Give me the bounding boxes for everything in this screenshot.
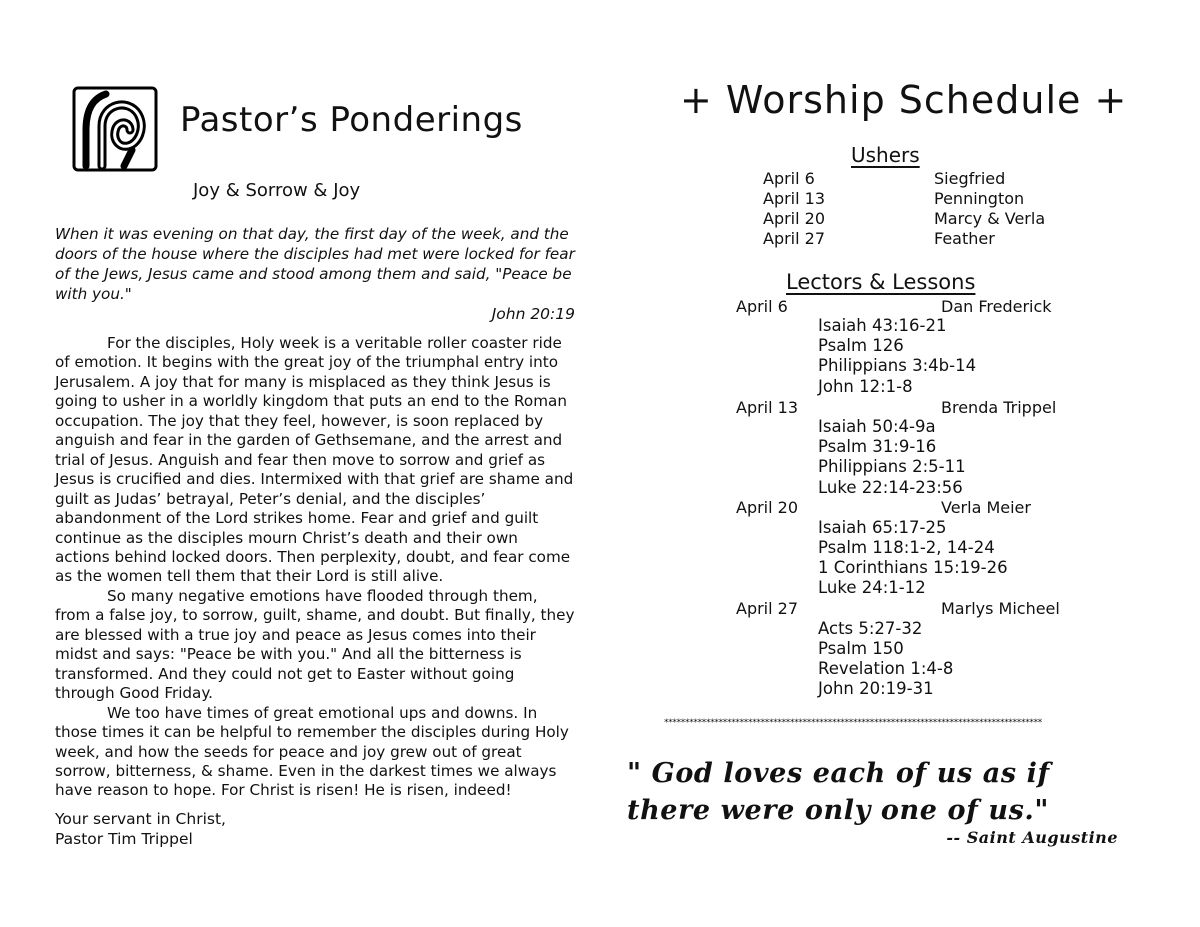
lector-name: Brenda Trippel — [941, 398, 1057, 417]
ushers-heading: Ushers — [851, 143, 920, 167]
lesson: John 20:19-31 — [818, 679, 934, 698]
lector-name: Dan Frederick — [941, 297, 1052, 316]
closing-salutation: Your servant in Christ, — [55, 810, 226, 828]
scripture-quote: When it was evening on that day, the first day of the week, and the doors of the house where the disciples had met were locked for fear of the Jews, Jesus came and stood among them and said, "Peace be with you." — [55, 225, 575, 303]
signature-block — [55, 810, 226, 849]
lesson: Isaiah 65:17-25 — [818, 518, 947, 537]
separator-line: ****************************************************************************************** — [664, 718, 1043, 728]
lesson: 1 Corinthians 15:19-26 — [818, 558, 1008, 577]
lector-name: Verla Meier — [941, 498, 1031, 517]
scripture-reference: John 20:19 — [491, 305, 575, 323]
lesson: Isaiah 43:16-21 — [818, 316, 947, 335]
worship-schedule-title: + Worship Schedule + — [680, 78, 1128, 122]
paragraph: We too have times of great emotional ups and downs. In those times it can be helpful to remember the disciples during Holy week, and how the seeds for peace and joy grew out of great sorrow, bitterness, & shame. Even in the darkest times we always have reason to hope. For Christ is risen! He is risen, indeed! — [55, 703, 569, 800]
lesson: Luke 24:1-12 — [818, 578, 926, 597]
usher-row: April 27 Feather — [763, 229, 995, 248]
lector-date: April 27 — [736, 599, 799, 618]
usher-row: April 20 Marcy & Verla — [763, 209, 1046, 228]
lector-date: April 6 — [736, 297, 788, 316]
paragraph: So many negative emotions have flooded through them, from a false joy, to sorrow, guilt, shame, and doubt. But finally, they are blessed with a true joy and peace as Jesus comes into their midst and says: "Peace be with you." And all the bitterness is transformed. And they could not get to Easter without going through Good Friday. — [55, 586, 575, 703]
lesson: John 12:1-8 — [818, 377, 913, 396]
lector-name: Marlys Micheel — [941, 599, 1060, 618]
lesson: Luke 22:14-23:56 — [818, 478, 963, 497]
lesson: Psalm 126 — [818, 336, 904, 355]
quote-attribution: -- Saint Augustine — [946, 828, 1118, 847]
article-body — [55, 334, 575, 801]
lesson: Psalm 118:1-2, 14-24 — [818, 538, 995, 557]
featured-quote: " God loves each of us as if there were only one of us." — [627, 758, 1050, 826]
lesson: Psalm 31:9-16 — [818, 437, 937, 456]
usher-row: April 6 Siegfried — [763, 169, 1006, 188]
lesson: Philippians 2:5-11 — [818, 457, 966, 476]
usher-row: April 13 Pennington — [763, 189, 1025, 208]
logo-icon — [72, 86, 158, 172]
lesson: Philippians 3:4b-14 — [818, 356, 977, 375]
signer-name: Pastor Tim Trippel — [55, 829, 193, 848]
paragraph: For the disciples, Holy week is a veritable roller coaster ride of emotion. It begins with the great joy of the triumphal entry into Jerusalem. A joy that for many is misplaced as they think Jesus is going to usher in a worldly kingdom that puts an end to the Roman occupation. The joy that they feel, however, is soon replaced by anguish and fear in the garden of Gethsemane, and the arrest and trial of Jesus. Anguish and fear then move to sorrow and grief as Jesus is crucified and dies. Intermixed with that grief are shame and guilt as Judas’ betrayal, Peter’s denial, and the disciples’ abandonment of the Lord strikes home. Fear and grief and guilt continue as the disciples mourn Christ’s death and their own actions behind locked doors. Then perplexity, doubt, and fear come as the women tell them that their Lord is still alive. — [55, 334, 574, 586]
lectors-heading: Lectors & Lessons — [786, 270, 976, 294]
lesson: Psalm 150 — [818, 639, 904, 658]
lesson: Isaiah 50:4-9a — [818, 417, 936, 436]
section-title: Pastor’s Ponderings — [180, 100, 523, 140]
lesson: Revelation 1:4-8 — [818, 659, 954, 678]
lector-date: April 20 — [736, 498, 799, 517]
article-subtitle: Joy & Sorrow & Joy — [193, 180, 361, 201]
lector-date: April 13 — [736, 398, 799, 417]
lesson: Acts 5:27-32 — [818, 619, 923, 638]
